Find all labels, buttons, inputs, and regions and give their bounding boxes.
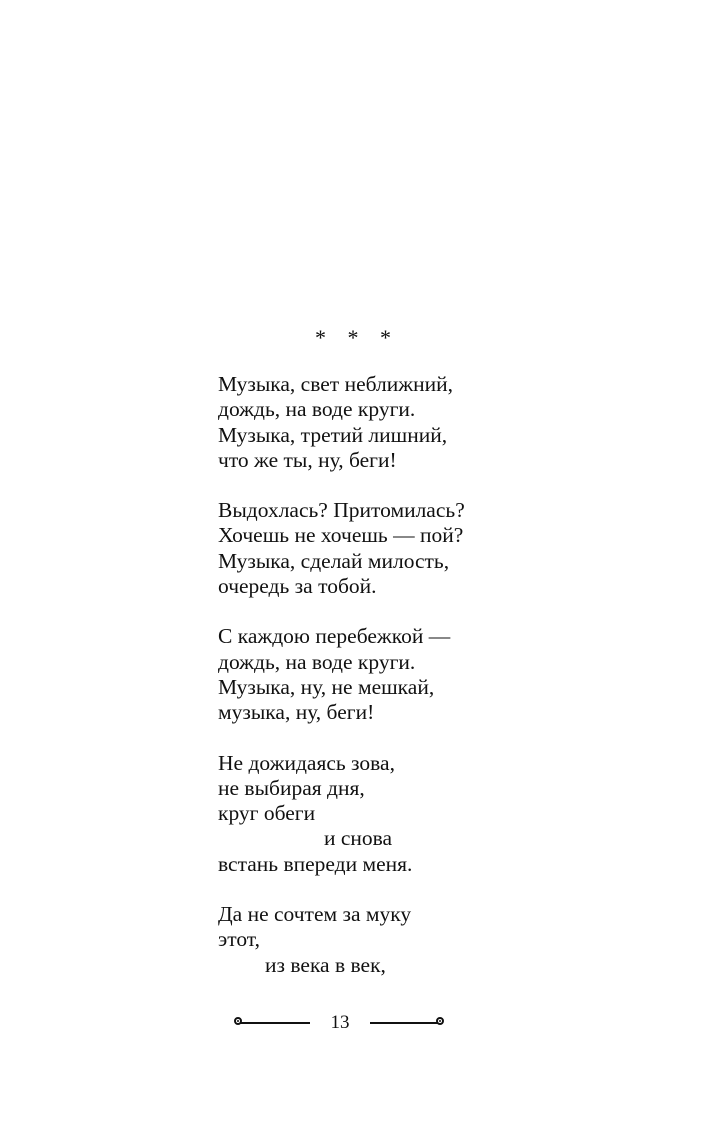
poem-line: Музыка, третий лишний, (218, 422, 448, 447)
poem-line: Музыка, свет неближний, (218, 372, 453, 396)
stanza-5 (218, 902, 538, 978)
stanza-1 (218, 372, 538, 473)
page-number: 13 (330, 1012, 350, 1033)
poem-line: Музыка, сделай милость, (218, 548, 450, 573)
poem-line: С каждою перебежкой — (218, 624, 451, 649)
poem-line: дождь, на воде круги. (218, 397, 416, 422)
poem-line: Хочешь не хочешь — пой? (218, 523, 464, 548)
stanza-3 (218, 624, 538, 725)
poem-line: этот, (218, 927, 260, 952)
ornament-knot-icon (436, 1017, 444, 1025)
poem-line: круг обеги (218, 801, 316, 826)
poem-line: Да не сочтем за муку (218, 902, 412, 927)
poem-line-indented: из века в век, (265, 952, 386, 977)
stanza-4 (218, 751, 538, 877)
ornament-rule (370, 1022, 438, 1024)
section-separator: * * * (315, 325, 399, 350)
poem-line: не выбирая дня, (218, 775, 365, 800)
poem-line: встань впереди меня. (218, 851, 413, 876)
poem-line: Выдохлась? Притомилась? (218, 498, 465, 523)
poem-line: дождь, на воде круги. (218, 649, 416, 674)
poem-line: очередь за тобой. (218, 574, 377, 599)
poem (218, 372, 538, 1003)
poem-line: Не дожидаясь зова, (218, 750, 395, 775)
poem-line: что же ты, ну, беги! (218, 447, 397, 472)
ornament-rule (240, 1022, 310, 1024)
poem-line-indented: и снова (324, 826, 393, 851)
page-footer (230, 1008, 450, 1038)
poem-line: Музыка, ну, не мешкай, (218, 674, 435, 699)
poem-line: музыка, ну, беги! (218, 700, 375, 725)
stanza-2 (218, 498, 538, 599)
